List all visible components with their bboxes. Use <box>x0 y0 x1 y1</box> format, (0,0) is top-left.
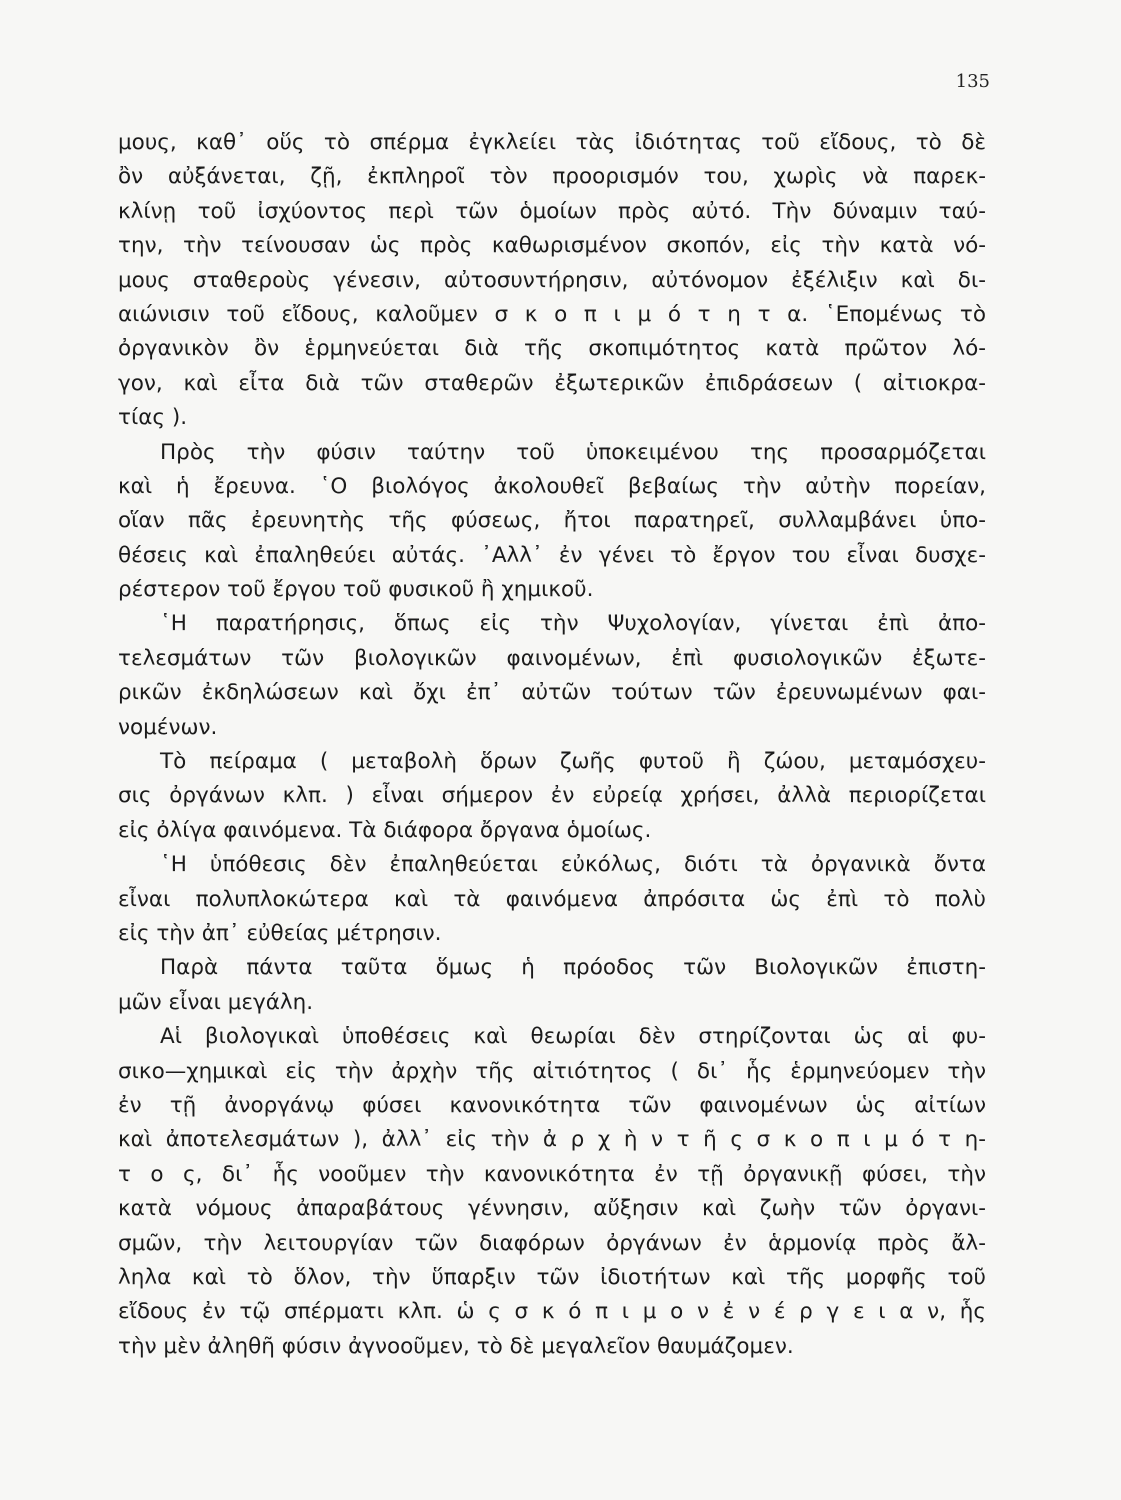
text-line: νομένων. <box>118 714 218 740</box>
body-text <box>118 126 986 1364</box>
text-line: Πρὸς τὴν φύσιν ταύτην τοῦ ὑποκειμένου της προσαρμόζεται <box>160 439 986 465</box>
text-line: ῾Η παρατήρησις, ὅπως εἰς τὴν Ψυχολογίαν, γίνεται ἐπὶ ἀπο- <box>160 611 986 637</box>
text-line: Τὸ πείραμα ( μεταβολὴ ὅρων ζωῆς φυτοῦ ἢ ζώου, μεταμόσχευ- <box>160 749 986 775</box>
text-line: ὂν αὐξάνεται, ζῇ, ἐκπληροῖ τὸν προορισμόν του, χωρὶς νὰ παρεκ- <box>118 164 986 190</box>
text-line: τὴν μὲν ἀληθῆ φύσιν ἀγνοοῦμεν, τὸ δὲ μεγαλεῖον θαυμάζομεν. <box>118 1333 794 1359</box>
text-line: θέσεις καὶ ἐπαληθεύει αὐτάς. ᾽Αλλ᾽ ἐν γένει τὸ ἔργον του εἶναι δυσχε- <box>118 542 986 568</box>
text-line: καὶ ἀποτελεσμάτων ), ἀλλ᾽ εἰς τὴν ἀ ρ χ ὴ ν τ ῆ ς σ κ ο π ι μ ό τ η- <box>118 1127 986 1153</box>
text-line: τελεσμάτων τῶν βιολογικῶν φαινομένων, ἐπὶ φυσιολογικῶν ἐξωτε- <box>118 645 986 671</box>
text-line: εἰς τὴν ἀπ᾽ εὐθείας μέτρησιν. <box>118 920 442 946</box>
text-line: κατὰ νόμους ἀπαραβάτους γέννησιν, αὔξησιν καὶ ζωὴν τῶν ὀργανι- <box>118 1196 986 1222</box>
text-line: σμῶν, τὴν λειτουργίαν τῶν διαφόρων ὀργάνων ἐν ἁρμονίᾳ πρὸς ἄλ- <box>118 1230 986 1256</box>
text-line: Αἱ βιολογικαὶ ὑποθέσεις καὶ θεωρίαι δὲν στηρίζονται ὡς αἱ φυ- <box>160 1024 986 1050</box>
text-line: σις ὀργάνων κλπ. ) εἶναι σήμερον ἐν εὐρείᾳ χρήσει, ἀλλὰ περιορίζεται <box>118 783 986 809</box>
text-line: μῶν εἶναι μεγάλη. <box>118 989 314 1015</box>
text-line: μους σταθεροὺς γένεσιν, αὐτοσυντήρησιν, αὐτόνομον ἐξέλιξιν καὶ δι- <box>118 267 986 293</box>
text-line: Παρὰ πάντα ταῦτα ὅμως ἡ πρόοδος τῶν Βιολογικῶν ἐπιστη- <box>160 955 986 981</box>
text-line: σικο—χημικαὶ εἰς τὴν ἀρχὴν τῆς αἰτιότητος ( δι᾽ ἧς ἑρμηνεύομεν τὴν <box>118 1058 986 1084</box>
text-line: ῾Η ὑπόθεσις δὲν ἐπαληθεύεται εὐκόλως, διότι τὰ ὀργανικὰ ὄντα <box>160 852 986 878</box>
text-line: καὶ ἡ ἔρευνα. ῾Ο βιολόγος ἀκολουθεῖ βεβαίως τὴν αὐτὴν πορείαν, <box>118 473 986 499</box>
text-line: εἰς ὀλίγα φαινόμενα. Τὰ διάφορα ὄργανα ὁμοίως. <box>118 817 652 843</box>
text-line: κλίνῃ τοῦ ἰσχύοντος περὶ τῶν ὁμοίων πρὸς αὐτό. Τὴν δύναμιν ταύ- <box>118 198 986 224</box>
text-line: ὀργανικὸν ὂν ἑρμηνεύεται διὰ τῆς σκοπιμότητος κατὰ πρῶτον λό- <box>118 336 986 362</box>
text-line: αιώνισιν τοῦ εἴδους, καλοῦμεν σ κ ο π ι μ ό τ η τ α. ῾Επομένως τὸ <box>118 301 986 327</box>
text-line: εἶναι πολυπλοκώτερα καὶ τὰ φαινόμενα ἀπρόσιτα ὡς ἐπὶ τὸ πολὺ <box>118 886 986 912</box>
text-line: γον, καὶ εἶτα διὰ τῶν σταθερῶν ἐξωτερικῶν ἐπιδράσεων ( αἰτιοκρα- <box>118 370 986 396</box>
text-line: τ ο ς, δι᾽ ἧς νοοῦμεν τὴν κανονικότητα ἐν τῇ ὀργανικῇ φύσει, τὴν <box>118 1161 986 1187</box>
text-line: ρέστερον τοῦ ἔργου τοῦ φυσικοῦ ἢ χημικοῦ. <box>118 577 594 603</box>
text-line: οἵαν πᾶς ἐρευνητὴς τῆς φύσεως, ἤτοι παρατηρεῖ, συλλαμβάνει ὑπο- <box>118 508 986 534</box>
text-line: εἴδους ἐν τῷ σπέρματι κλπ. ὡ ς σ κ ό π ι μ ο ν ἐ ν έ ρ γ ε ι α ν, ἧς <box>118 1299 986 1325</box>
text-line: μους, καθ᾽ οὕς τὸ σπέρμα ἐγκλείει τὰς ἰδιότητας τοῦ εἴδους, τὸ δὲ <box>118 130 986 155</box>
text-line: ἐν τῇ ἀνοργάνῳ φύσει κανονικότητα τῶν φαινομένων ὡς αἰτίων <box>118 1092 986 1118</box>
text-line: ρικῶν ἐκδηλώσεων καὶ ὄχι ἐπ᾽ αὐτῶν τούτων τῶν ἐρευνωμένων φαι- <box>118 680 986 706</box>
text-line: τίας ). <box>118 405 188 431</box>
text-line: ληλα καὶ τὸ ὅλον, τὴν ὕπαρξιν τῶν ἰδιοτήτων καὶ τῆς μορφῆς τοῦ <box>118 1264 986 1290</box>
page-number: 135 <box>955 71 990 92</box>
text-line: την, τὴν τείνουσαν ὡς πρὸς καθωρισμένον σκοπόν, εἰς τὴν κατὰ νό- <box>118 233 986 259</box>
